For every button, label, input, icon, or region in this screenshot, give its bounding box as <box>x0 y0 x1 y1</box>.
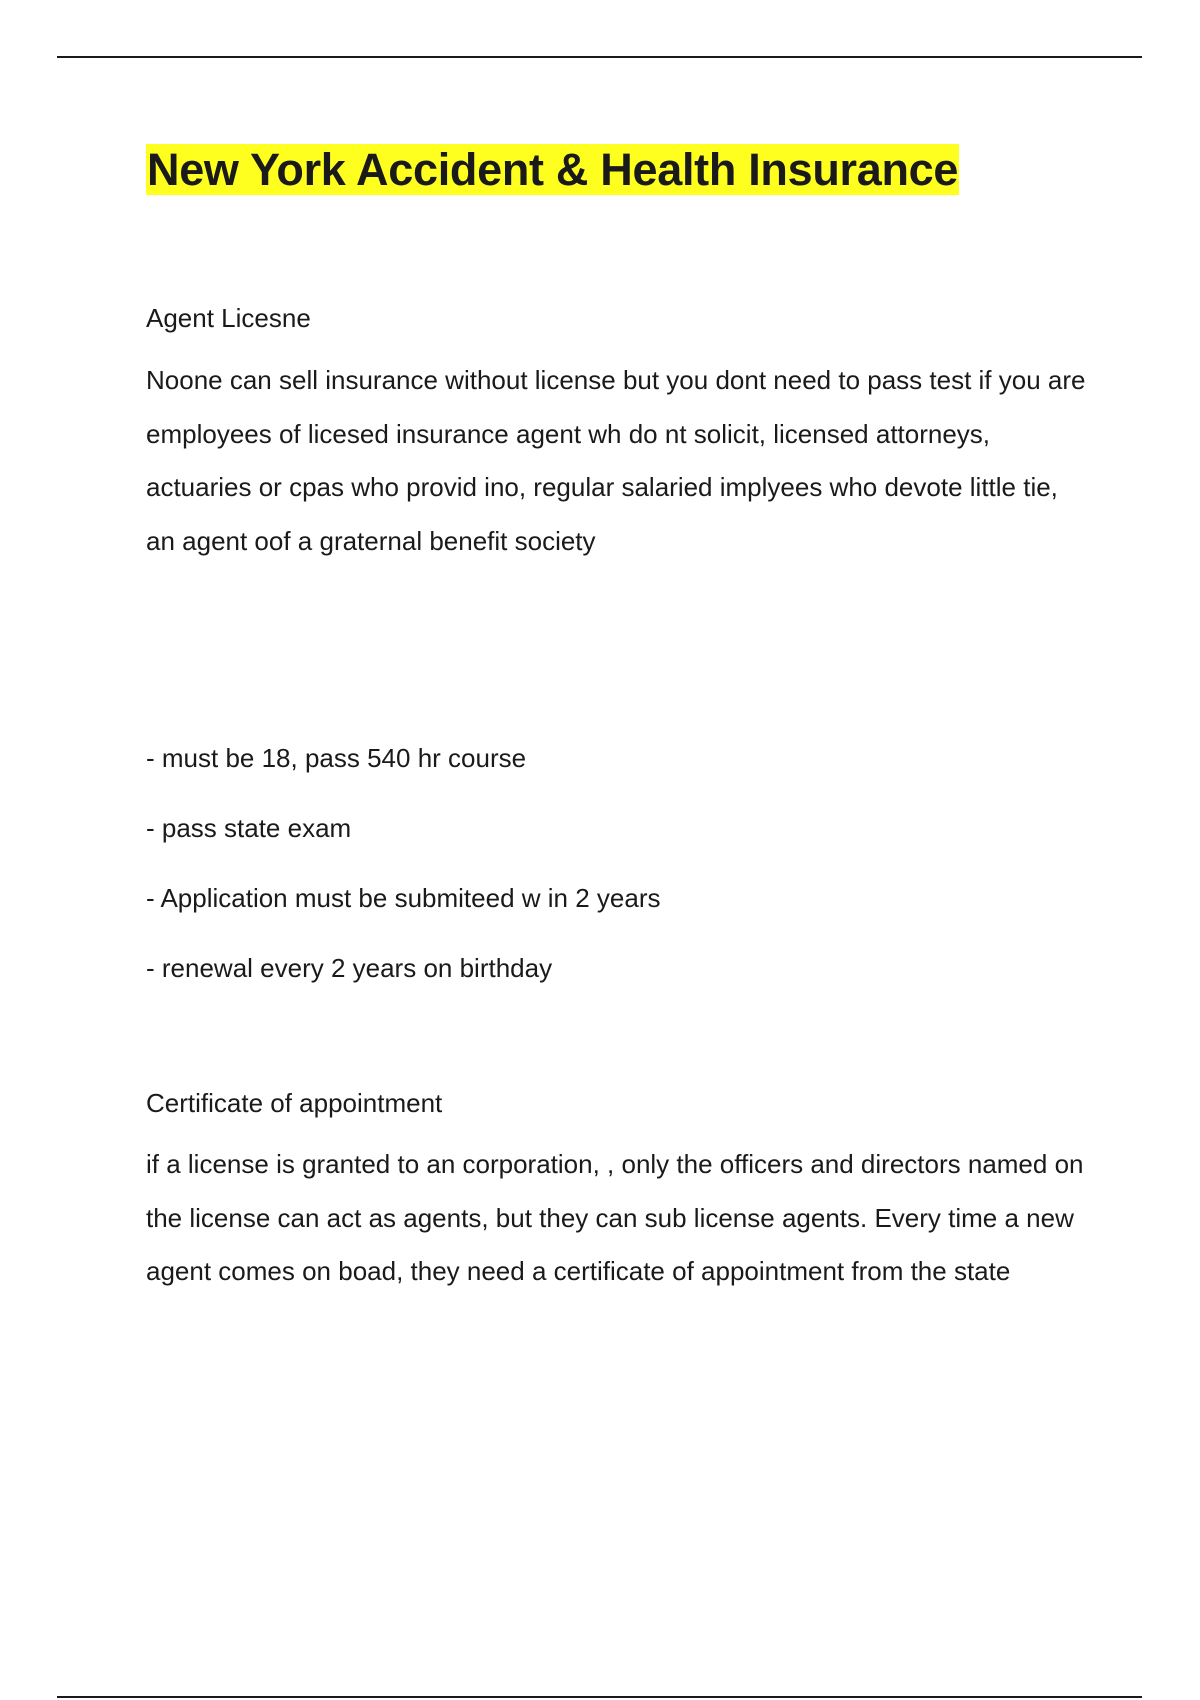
section-heading-certificate: Certificate of appointment <box>146 1088 443 1118</box>
section-heading-agent-license: Agent Licesne <box>146 303 311 333</box>
list-item: - Application must be submiteed w in 2 years <box>146 883 661 913</box>
title-highlight: New York Accident & Health Insurance <box>147 144 959 195</box>
bottom-rule <box>57 1696 1142 1698</box>
section-body-agent-license: Noone can sell insurance without license but you dont need to pass test if you are employees of licesed insurance agent wh do nt solicit, licensed attorneys, actuaries or cpas who provid ino, regular salaried implyees who devote little tie, an agent oof a graternal benefit society <box>146 365 1086 556</box>
list-item: - pass state exam <box>146 813 352 843</box>
list-item: - renewal every 2 years on birthday <box>146 953 553 983</box>
document-content <box>146 140 1086 1286</box>
document-title <box>146 140 1086 200</box>
top-rule <box>57 56 1142 58</box>
list-item: - must be 18, pass 540 hr course <box>146 743 527 773</box>
section-body-certificate: if a license is granted to an corporation, , only the officers and directors named on the license can act as agents, but they can sub license agents. Every time a new agent comes on boad, they need a certificate of appointment from the state <box>146 1149 1084 1286</box>
